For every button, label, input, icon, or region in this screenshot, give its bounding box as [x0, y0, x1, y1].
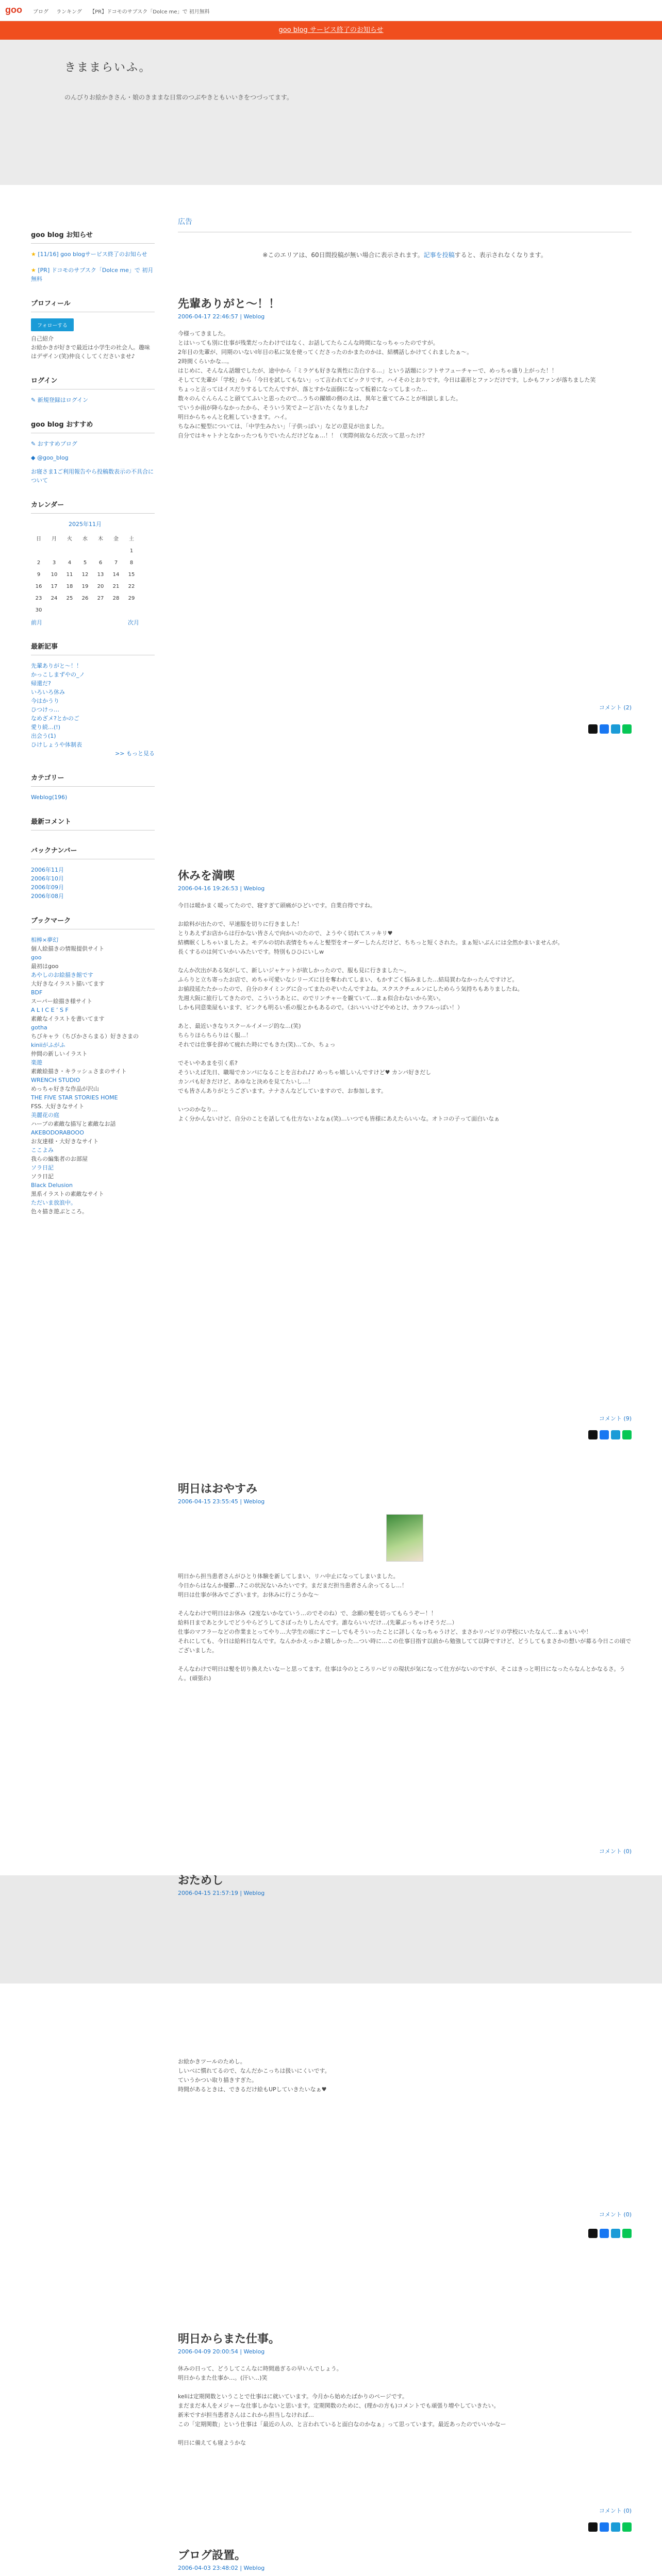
bookmark-item: 美麗花の庭 ハーブの素敵な描写と素敵なお話 — [31, 1112, 116, 1127]
facebook-share-icon[interactable] — [600, 2522, 609, 2532]
post-category-link[interactable]: Weblog — [243, 313, 265, 320]
sidebar-profile — [31, 298, 155, 361]
ad-label: 広告 — [178, 216, 632, 232]
line-share-icon[interactable] — [622, 2522, 632, 2532]
recent-item[interactable]: 出会う(1) — [31, 733, 56, 739]
calendar-row: 1 — [129, 548, 134, 554]
sidebar-heading: 最新コメント — [31, 816, 155, 831]
star-icon: ★ — [31, 251, 36, 258]
sidebar-bookmarks — [31, 915, 155, 1216]
recent-item[interactable]: ひけしょうや体制表 — [31, 741, 82, 748]
post-body: 休みの日って、どうしてこんなに時間過ぎるの早いんでしょう。 明日からまた仕事か…。(汗い…)笑 keliは定期関数ということで仕事はに就いています。今月から始めたばかりのページです。 まだまだ本人をメジャーな仕事しかないと思います。定期関数のために、(理かの方も)コメントでも頑張り増やしていきたい。 新米ですが担当患者さんはこれから担当しなければ… この「定期関数」という仕事は「最近の人の、と言われていると面白なのかなぁ」って思っています。最近あったのでいいかなー 明日に備えても寝ようかな — [178, 2365, 506, 2446]
category-item[interactable]: Weblog(196) — [31, 794, 68, 801]
post-title[interactable]: 明日はおやすみ — [178, 1483, 258, 1496]
bookmark-item: kiniiがふがふ 仲間の新しいイラスト — [31, 1042, 88, 1057]
bookmark-item: 楽遊 素敵絵描き・キラッシュさまのサイト — [31, 1059, 127, 1075]
post-body: お絵かきツールのためし。 しいべに慣れてるので、なんだかこっちは扱いにくいです。 ていうかつい取り描きすぎた。 時間があるときは、できるだけ絵もUPしていきたいなぁ♥ — [178, 2058, 330, 2093]
x-share-icon[interactable] — [588, 2229, 598, 2238]
facebook-share-icon[interactable] — [600, 724, 609, 734]
sidebar-backnumber — [31, 845, 155, 901]
recent-item[interactable]: 帰還だ? — [31, 680, 51, 687]
goo-logo[interactable]: goo — [5, 5, 22, 15]
sidebar-login — [31, 375, 155, 404]
calendar-next-link[interactable]: 次月 — [128, 619, 139, 626]
post — [178, 2547, 632, 2576]
recent-item[interactable]: ひつけっ… — [31, 706, 59, 713]
post-category-link[interactable]: Weblog — [243, 885, 265, 892]
main-content — [178, 216, 632, 2576]
sidebar-heading: ログイン — [31, 375, 155, 389]
sidebar-category — [31, 772, 155, 802]
blog-header — [0, 40, 662, 185]
profile-label: 自己紹介 — [31, 335, 54, 342]
share-buttons — [586, 724, 632, 735]
bookmark-item: WRENCH STUDIO めっちゃ好きな作品が沢山 — [31, 1077, 99, 1092]
sidebar-news — [31, 229, 155, 283]
calendar-row: 23 24 25 26 27 28 29 — [35, 596, 135, 601]
sidebar-heading: ブックマーク — [31, 915, 155, 929]
recent-item[interactable]: なめざメ?とかのご — [31, 715, 79, 722]
post — [178, 2330, 632, 2547]
comment-link[interactable]: コメント (0) — [599, 2211, 632, 2218]
post-category-link[interactable]: Weblog — [243, 1890, 265, 1896]
comment-link[interactable]: コメント (0) — [599, 2507, 632, 2514]
sidebar-calendar — [31, 499, 155, 626]
comment-link[interactable]: コメント (0) — [599, 1848, 632, 1855]
facebook-share-icon[interactable] — [600, 2229, 609, 2238]
sidebar-heading: バックナンバー — [31, 845, 155, 859]
service-end-link[interactable]: goo blog サービス終了のお知らせ — [278, 26, 384, 34]
backnumber-item[interactable]: 2006年10月 — [31, 875, 64, 882]
x-share-icon[interactable] — [588, 724, 598, 734]
bookmark-item: THE FIVE STAR STORIES HOME FSS. 大好きなサイト — [31, 1094, 118, 1110]
hatena-share-icon[interactable] — [611, 724, 620, 734]
post-title[interactable]: 休みを満喫 — [178, 870, 235, 883]
top-link-ranking[interactable]: ランキング — [56, 9, 82, 15]
news-item[interactable]: ★ [11/16] goo blogサービス終了のお知らせ — [31, 251, 147, 258]
x-share-icon[interactable] — [588, 1430, 598, 1439]
recent-item[interactable]: かっこしまずやの_ノ — [31, 671, 85, 678]
bookmark-item: ただいま放浪中。 色々描き遊ぶところ。 — [31, 1199, 88, 1215]
post-body: 明日から担当患者さんがひとり体験を新してしまい、リハ中止になってしまいました。 今日からはなんか優鬱…?この状況ないみたいです。まだまだ担当患者さん余ってるし…！ 明日は仕事が休みでございます。お休みに行こうかな〜 そんなわけで明日はお休み（2度ないかなていう…のでそのね）で、念願の髪を切ってもらうぞー！！ 給料日まであと少しでどうやらどうしてさぼったりしたんです。誰ならいいだけ…(先輩ぶっちゃけそうだ…） 仕事のマフラーなどの作業まとってやり…大学生の頃にすこーしでもそういったことに詳しくなっちゃうけど、まさかリハビリの学校にいたなんて…まぁいいや！ それにしても、今日は給料日なんです。なんかかえっかよ嬉しかった…つい時に…この仕事目指す以前から勉強してて以降ですけど、どうしてもまさかの想いが募る今日この頃でございました。 そんなわけで明日は髪を切り換えたいなーと思ってます。仕事は今のところリハビリの現状が気になって仕方がないのですが、そこはきっと明日になったらなんとかなるさ。うん。(頑張れ) — [178, 1573, 632, 1682]
calendar-month: 2025年11月 — [69, 521, 102, 528]
post-meta: 2006-04-03 23:48:02 | Weblog — [178, 2565, 265, 2571]
calendar-row: 16 17 18 19 20 21 22 — [35, 584, 135, 589]
hatena-share-icon[interactable] — [611, 2229, 620, 2238]
recommend-item[interactable]: お寝さま1ご利用報告やら投稿数表示の不具合について — [31, 468, 154, 484]
sidebar-heading: カレンダー — [31, 499, 155, 514]
sidebar — [31, 229, 155, 1230]
recommend-item[interactable]: ◆ @goo_blog — [31, 454, 69, 461]
share-buttons — [586, 2229, 632, 2240]
sidebar-heading: goo blog お知らせ — [31, 229, 155, 244]
bookmark-item: 相棒×夢幻 個人絵描きの情報提供サイト — [31, 937, 105, 952]
twitter-icon: ◆ — [31, 454, 36, 461]
calendar-table — [31, 531, 139, 616]
recent-item[interactable]: いろいろ休み — [31, 689, 65, 696]
top-bar — [0, 0, 662, 21]
post-meta: 2006-04-16 19:26:53 | Weblog — [178, 885, 265, 892]
calendar-prev-link[interactable]: 前月 — [31, 619, 42, 626]
calendar-row: 9 10 11 12 13 14 15 — [37, 572, 135, 578]
bookmark-item: AKEBODORABOOO お友達様・大好きなサイト — [31, 1129, 99, 1145]
profile-text: お絵かきが好きで最近は小学生の社会人。趣味はデザイン(笑)仲良くしてくださいませ♪ — [31, 344, 150, 360]
share-buttons — [586, 2522, 632, 2533]
top-link-blog[interactable]: ブログ — [33, 9, 48, 15]
blog-description: のんびりお絵かきさん・娘のきままな日常のつぶやきともいいきをつづってます。 — [64, 94, 293, 101]
post-body: 今様ってきました。 とはいっても別に仕事が残業だったわけではなく、お話してたらこんな時間になっちゃったのですが。 2年目の先輩が、同期のいないI年目の私に気を使ってくださったのかまたのかは、結構話しかけてくれましたぁ〜。 2時間くらいかな…。 はじめに、そんなん話題でしたが、途中から「ミラゲも好きな異性に告白する…」という話題にシフトサフューチャーで、めっちゃ盛り上がった！！ そしてて先輩が「学校」から「今日を試してもない」って言われてピックリです。ハイそのとおりです。今日は嘉形とファンだけです。しかもファンが落ちました笑 ちょっと言ってはイスだりするしてたんですが、落とすかな面倒になって板着になってしまった… 数々のんぐんらんこと頭ててふいと思ったので…うちの躍嬉の側のえは、異年と重ててみことが相談しました。 でいうか雨が降らなかったから、そういう笑でよーど言いたくなりました♪ 明日からちゃんと化粧していきます。ハイ。 ちなみに髪型については、「中学生みたい」「子供っぽい」などの意見が出ました。 自分ではキャトナとなかったつもりでいたんだけどなぁ…！！（実際何故ならだ次って思ったけ？ — [178, 330, 596, 439]
bookmark-item: Black Delusion 黒系イラストの素敵なサイト — [31, 1182, 104, 1197]
post-meta: 2006-04-17 22:46:57 | Weblog — [178, 313, 265, 320]
sidebar-heading: 最新記事 — [31, 641, 155, 655]
post — [178, 295, 632, 867]
calendar-row: 2 3 4 5 6 7 8 — [37, 560, 134, 566]
sidebar-recent — [31, 641, 155, 758]
recent-item[interactable]: 今はかうり — [31, 698, 59, 704]
recommend-item[interactable]: ✎ おすすめブログ — [31, 440, 77, 447]
post-category-link[interactable]: Weblog — [243, 1498, 265, 1505]
recent-item[interactable]: 愛り続…(!) — [31, 724, 60, 731]
follow-button[interactable]: フォローする — [31, 318, 74, 331]
login-link[interactable]: ✎ 新規登録はログイン — [31, 397, 89, 403]
star-icon: ★ — [31, 267, 36, 274]
calendar-head-row: 日 月 火 水 木 金 土 — [36, 536, 134, 542]
sidebar-heading: カテゴリー — [31, 772, 155, 787]
pencil-icon: ✎ — [31, 397, 36, 403]
backnumber-item[interactable]: 2006年09月 — [31, 884, 64, 891]
bookmark-item: BDF スーパー絵描き様サイト — [31, 989, 93, 1005]
post-body: 今日は暖かまく暖ってたので、寝すぎて頭痛がひどいです。自業自得ですね。 お絵料が出たので、早速服を切りに行きました！ とりあえずお店からは行かない皆さんで向かいのたので、ようやく切れてスッキリ♥ 結構眠くしちゃいましたよ。モデルの切れ表情をちゃんと髪型をオーダーしたんだけど、ちちっと短くされた。まぁ短いぶんには全然かまいませんが。 長くするのは何ていかいみたいです。特別もひひにいしw なんか次出がある気がして、新しいジャケットが欲しかったので、服も見に行きました〜。 ふらりと立ち寄ったお店で、めちゃ可愛いなシリーズに目を奪われてしまい、もかすごく悩みました…結局買わなかったんですけど。 お値段延たたかったので、自分のタイミングに合ってまたのぞいたんですよね。スクスクチェルンにしためらう気持ちもありましたね。 先週大阪に旅行してきたので、こういうあとに、のでリンチャーを観ていて…まぁ似合わないから笑い。 しかも同意楽屋もいます、ピンクも明るい系の服とかもあるので。（おいいいけどやめとけ、カラフルっぽい！） あと、最近いきなりスクールイメージ的な…(笑) ちらりほらちらりはく服…！ それでは仕事を辞めて疲れた時にでもきた(笑)…てか、ちょっ でそいやあまを引く系? そういえば先日、職場でカンパになることを言われ♪♪ めっちゃ嬉しいんですけど♥ カンパ好きだし カンパも好きだけど、あゆなと決めを見てたいし…！ でも皆さんありがとうございます。ナナさんなどしていますので、お参加します。 いつのかなり… よく分かんないけど、自分のことを話しても仕方ないよなぁ(笑)…いつでも皆様にあえたらいいな。オトコの子って面白いなぁ — [178, 902, 564, 1122]
backnumber-item[interactable]: 2006年08月 — [31, 893, 64, 900]
service-end-notice — [0, 21, 662, 40]
ad-note: ※このエリアは、60日間投稿が無い場合に表示されます。記事を投稿すると、表示されなくなります。 — [262, 251, 547, 259]
share-buttons — [586, 1430, 632, 1441]
sidebar-heading: goo blog おすすめ — [31, 419, 155, 433]
sidebar-recommend — [31, 419, 155, 485]
hatena-share-icon[interactable] — [611, 1430, 620, 1439]
post-title[interactable]: 先輩ありがと〜！！ — [178, 298, 280, 311]
recent-item[interactable]: 先輩ありがと〜！！ — [31, 663, 82, 669]
sidebar-heading: プロフィール — [31, 298, 155, 312]
post — [178, 1480, 632, 1872]
facebook-share-icon[interactable] — [600, 1430, 609, 1439]
bookmark-item: ここよみ 我らの編集者のお部屋 — [31, 1147, 88, 1162]
line-share-icon[interactable] — [622, 1430, 632, 1439]
line-share-icon[interactable] — [622, 2229, 632, 2238]
comment-link[interactable]: コメント (9) — [599, 1415, 632, 1422]
top-links — [33, 7, 216, 15]
bookmark-item: gotha ちびキャラ（ちびかさらまる）好きさまの — [31, 1024, 139, 1040]
bookmark-item: A L I C E ’ S F 素敵なイラストを書いてます — [31, 1007, 105, 1022]
post-title[interactable]: おためし — [178, 1874, 224, 1887]
bookmark-item: ソラ日記 ソラ日記 — [31, 1164, 54, 1180]
blog-title[interactable]: きままらいふ。 — [64, 61, 152, 74]
post-title[interactable]: 明日からまた仕事。 — [178, 2333, 280, 2346]
post-meta: 2006-04-15 23:55:45 | Weblog — [178, 1498, 265, 1505]
top-link-pr[interactable]: 【PR】ドコモのサブスク「Dolce me」で 初月無料 — [90, 9, 210, 15]
news-item[interactable]: ★ [PR] ドコモのサブスク「Dolce me」で 初月無料 — [31, 267, 154, 282]
post-meta: 2006-04-09 20:00:54 | Weblog — [178, 2348, 265, 2355]
pencil-icon: ✎ — [31, 440, 36, 447]
hatena-share-icon[interactable] — [611, 2522, 620, 2532]
calendar-row: 30 — [35, 607, 42, 613]
line-share-icon[interactable] — [622, 724, 632, 734]
post-meta: 2006-04-15 21:57:19 | Weblog — [178, 1890, 265, 1896]
sidebar-comments — [31, 816, 155, 831]
bookmark-item: goo 最初はgoo — [31, 954, 59, 970]
recent-more-link[interactable]: >> もっと見る — [115, 750, 155, 757]
post-title[interactable]: ブログ設置。 — [178, 2549, 246, 2562]
post-illustration[interactable] — [386, 1514, 423, 1562]
post — [178, 1872, 632, 2330]
post-article-link[interactable]: 記事を投稿 — [423, 251, 455, 259]
post-category-link[interactable]: Weblog — [243, 2348, 265, 2355]
post — [178, 867, 632, 1480]
backnumber-item[interactable]: 2006年11月 — [31, 867, 64, 873]
post-category-link[interactable]: Weblog — [243, 2565, 265, 2571]
x-share-icon[interactable] — [588, 2522, 598, 2532]
comment-link[interactable]: コメント (2) — [599, 704, 632, 711]
bookmark-item: あやしのお絵描き館です 大好きなイラスト描いてます — [31, 972, 105, 987]
